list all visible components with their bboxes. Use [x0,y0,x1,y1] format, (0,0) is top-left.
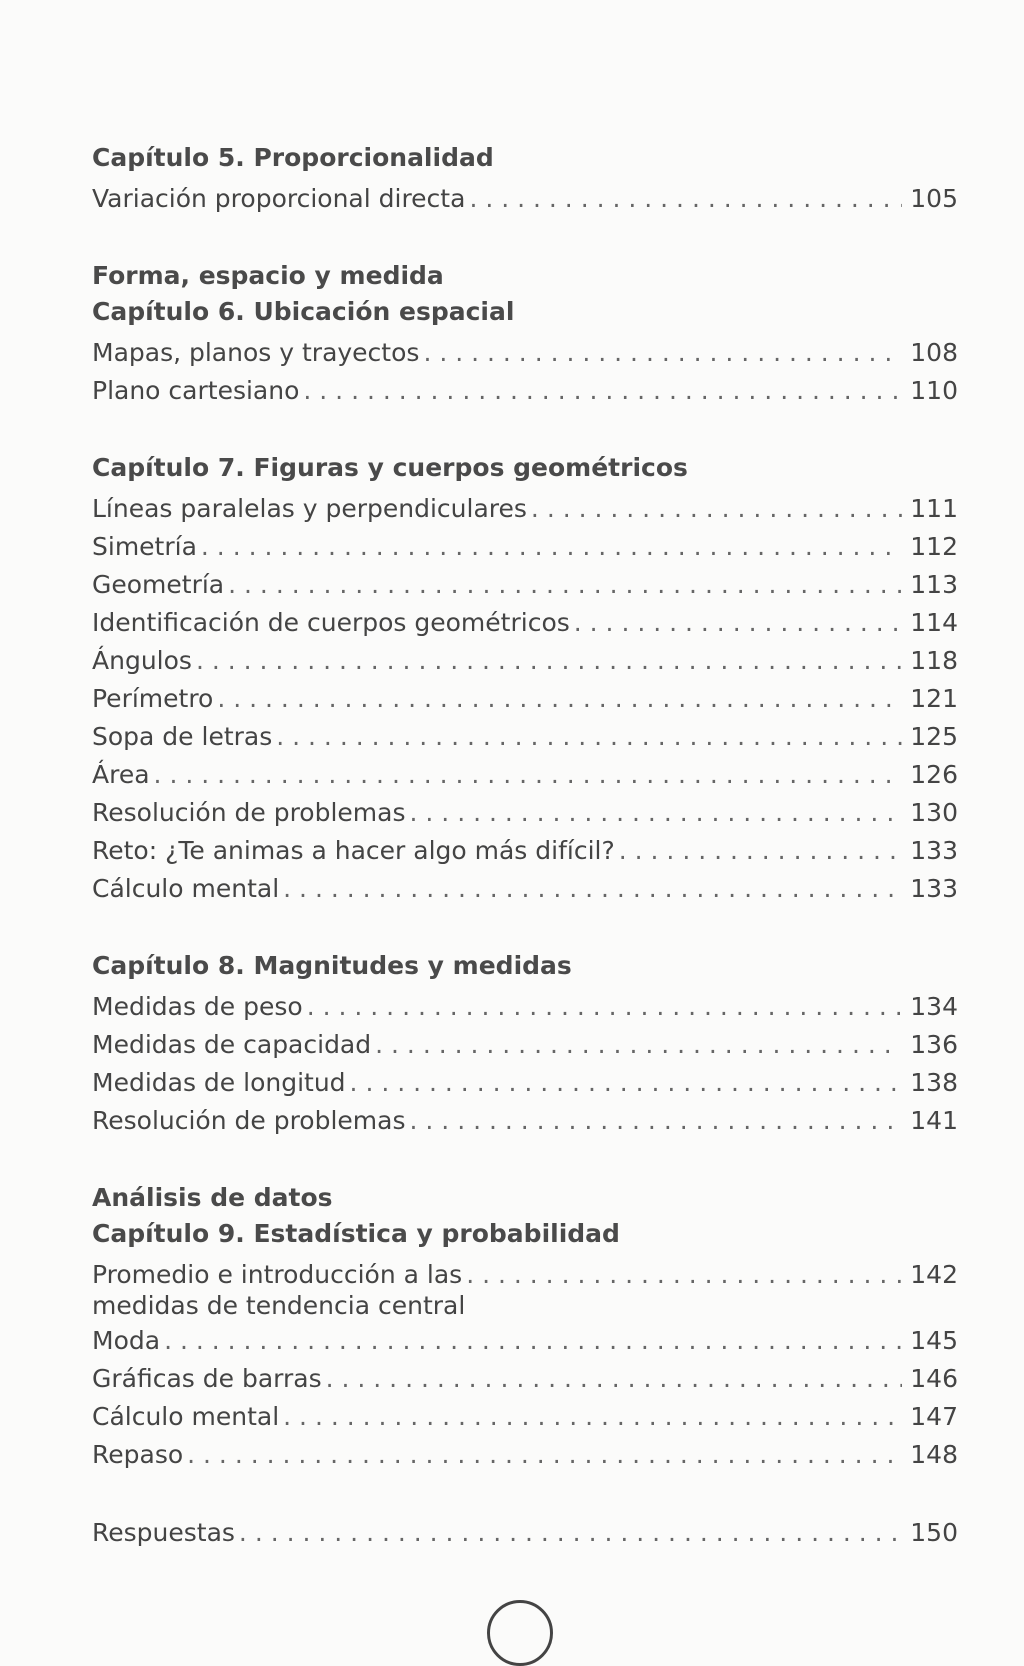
dot-leader [326,1360,902,1398]
dot-leader [410,794,902,832]
toc-entry[interactable] [92,1514,958,1552]
toc-entry-page: 118 [910,646,958,675]
dot-leader [283,870,902,908]
toc-entry[interactable] [92,1322,958,1360]
toc-entry-title: Reto: ¿Te animas a hacer algo más difícil? [92,836,615,865]
dot-leader [196,642,902,680]
toc-entry-page: 147 [910,1402,958,1431]
toc-entry-page: 105 [910,184,958,213]
dot-leader [350,1064,902,1102]
toc-entry-page: 141 [910,1106,958,1135]
dot-leader [303,372,902,410]
toc-entry-page: 134 [910,992,958,1021]
toc-entry-page: 110 [910,376,958,405]
dot-leader [466,1256,902,1294]
toc-entry-page: 148 [910,1440,958,1469]
dot-leader [228,566,902,604]
toc-entry-page: 145 [910,1326,958,1355]
dot-leader [187,1436,902,1474]
chapter-heading: Capítulo 8. Magnitudes y medidas [92,951,572,980]
dot-leader [217,680,902,718]
toc-section-chapter-5 [92,140,958,218]
toc-entry-title: Medidas de longitud [92,1068,346,1097]
toc-entry[interactable] [92,1436,958,1474]
unit-heading: Forma, espacio y medida [92,261,444,290]
toc-entry[interactable] [92,832,958,870]
toc-entry-title: Geometría [92,570,225,599]
toc-section-chapter-6 [92,258,958,410]
toc-entry[interactable] [92,794,958,832]
dot-leader [619,832,902,870]
toc-entry[interactable] [92,372,958,410]
toc-entry-title: Ángulos [92,646,192,675]
chapter-heading: Capítulo 5. Proporcionalidad [92,143,494,172]
dot-leader [375,1026,902,1064]
toc-entry-title: Mapas, planos y trayectos [92,338,420,367]
dot-leader [574,604,902,642]
toc-entry[interactable] [92,1256,958,1322]
page-ornament-circle [487,1600,553,1666]
toc-entry[interactable] [92,566,958,604]
toc-entry[interactable] [92,1026,958,1064]
toc-entry-title: Repaso [92,1440,184,1469]
toc-entry-title: Resolución de problemas [92,1106,406,1135]
dot-leader [239,1514,902,1552]
toc-entry-page: 114 [910,608,958,637]
dot-leader [307,988,902,1026]
toc-entry-page: 121 [910,684,958,713]
toc-entry[interactable] [92,528,958,566]
toc-entry-title: Área [92,760,150,789]
toc-entry[interactable] [92,642,958,680]
toc-entry-title-line2: medidas de tendencia central [92,1291,466,1320]
dot-leader [469,180,902,218]
chapter-heading: Capítulo 7. Figuras y cuerpos geométricos [92,453,688,482]
toc-entry-page: 146 [910,1364,958,1393]
toc-entry-title: Moda [92,1326,161,1355]
toc-entry-title: Respuestas [92,1518,235,1547]
toc-entry-title: Perímetro [92,684,214,713]
chapter-heading: Capítulo 9. Estadística y probabilidad [92,1219,620,1248]
toc-entry[interactable] [92,604,958,642]
toc-entry-title: Resolución de problemas [92,798,406,827]
toc-entry-page: 125 [910,722,958,751]
toc-entry-title: Medidas de peso [92,992,303,1021]
toc-entry[interactable] [92,680,958,718]
toc-section-chapter-8 [92,948,958,1140]
toc-entry-title: Plano cartesiano [92,376,300,405]
toc-entry-page: 142 [910,1260,958,1289]
toc-section-chapter-9 [92,1180,958,1474]
dot-leader [201,528,902,566]
toc-entry-page: 133 [910,836,958,865]
toc-entry[interactable] [92,490,958,528]
unit-heading: Análisis de datos [92,1183,333,1212]
toc-entry-page: 150 [910,1518,958,1547]
toc-entry-page: 133 [910,874,958,903]
toc-entry-title: Gráficas de barras [92,1364,322,1393]
table-of-contents [92,140,958,1552]
toc-entry-title: Sopa de letras [92,722,273,751]
toc-entry[interactable] [92,988,958,1026]
toc-entry-page: 112 [910,532,958,561]
toc-entry[interactable] [92,1360,958,1398]
dot-leader [423,334,902,372]
toc-section-chapter-7 [92,450,958,908]
dot-leader [410,1102,902,1140]
toc-entry-page: 130 [910,798,958,827]
toc-entry[interactable] [92,1102,958,1140]
toc-entry-title: Cálculo mental [92,1402,280,1431]
toc-entry-title: Simetría [92,532,197,561]
toc-entry[interactable] [92,718,958,756]
toc-entry-page: 136 [910,1030,958,1059]
toc-entry-page: 108 [910,338,958,367]
toc-entry-page: 138 [910,1068,958,1097]
toc-entry[interactable] [92,756,958,794]
toc-entry-title: Promedio e introducción a las [92,1260,463,1289]
toc-entry[interactable] [92,180,958,218]
toc-entry-title: Líneas paralelas y perpendiculares [92,494,527,523]
toc-entry-title: Cálculo mental [92,874,280,903]
toc-entry-title: Identificación de cuerpos geométricos [92,608,570,637]
chapter-heading: Capítulo 6. Ubicación espacial [92,297,515,326]
toc-entry-title: Variación proporcional directa [92,184,466,213]
toc-entry-page: 111 [910,494,958,523]
toc-entry-page: 113 [910,570,958,599]
toc-entry[interactable] [92,334,958,372]
dot-leader [164,1322,902,1360]
toc-entry[interactable] [92,1064,958,1102]
dot-leader [531,490,902,528]
toc-entry-title: Medidas de capacidad [92,1030,372,1059]
toc-entry[interactable] [92,870,958,908]
dot-leader [154,756,902,794]
toc-entry[interactable] [92,1398,958,1436]
dot-leader [276,718,902,756]
toc-entry-page: 126 [910,760,958,789]
dot-leader [283,1398,902,1436]
toc-section-answers [92,1514,958,1552]
